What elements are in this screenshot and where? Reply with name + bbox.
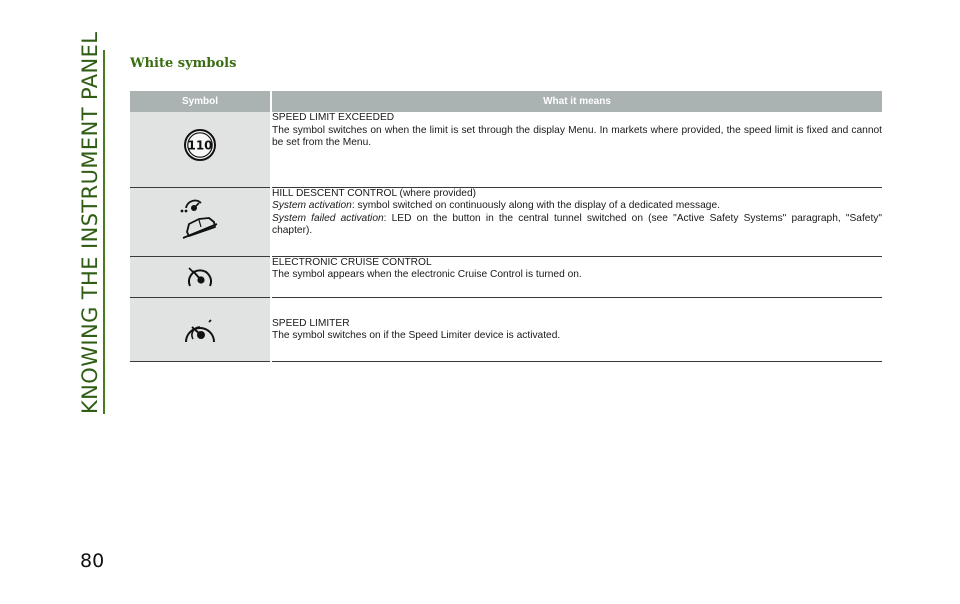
row-title: SPEED LIMIT EXCEEDED: [272, 112, 395, 123]
failed-activation-text: : LED on the button in the central tunnel switched on (see "Active Safety Systems" paragraph, "Safety" chapter).: [272, 212, 882, 236]
symbols-table: [130, 91, 882, 362]
row-title: HILL DESCENT CONTROL (where provided): [272, 187, 476, 199]
chapter-side-rule: [103, 50, 105, 414]
description-cell: [271, 187, 882, 256]
header-meaning: What it means: [271, 91, 882, 112]
description-cell: [271, 256, 882, 297]
symbol-cell: [130, 112, 271, 187]
row-text: The symbol appears when the electronic Cruise Control is turned on.: [272, 269, 582, 280]
table-header-row: [130, 91, 882, 112]
activation-text: : symbol switched on continuously along with the display of a dedicated message.: [351, 200, 720, 211]
table-row: [130, 297, 882, 361]
chapter-side-title: KNOWING THE INSTRUMENT PANEL: [78, 31, 102, 414]
table-row: [130, 256, 882, 297]
speed-limiter-icon: [181, 314, 219, 348]
table-row: [130, 187, 882, 256]
row-title: ELECTRONIC CRUISE CONTROL: [272, 256, 432, 268]
description-cell: [271, 112, 882, 187]
symbol-cell: [130, 297, 271, 361]
section-title: White symbols: [130, 56, 237, 71]
table-row: [130, 112, 882, 187]
symbol-cell: [130, 187, 271, 256]
page-number: 80: [80, 550, 105, 572]
row-text: The symbol switches on if the Speed Limiter device is activated.: [272, 330, 561, 341]
activation-label: System activation: [272, 200, 352, 211]
row-text: The symbol switches on when the limit is set through the display Menu. In markets where provided, the speed limit is fixed and cannot be set from the Menu.: [272, 124, 882, 148]
symbol-cell: [130, 256, 271, 297]
row-title: SPEED LIMITER: [272, 317, 350, 329]
speed-limit-110-icon: [183, 128, 217, 162]
electronic-cruise-control-icon: [184, 264, 216, 292]
description-cell: [271, 297, 882, 361]
hill-descent-control-icon: [177, 198, 223, 244]
header-symbol: Symbol: [130, 91, 271, 112]
failed-activation-label: System failed activation: [272, 212, 384, 224]
speed-limit-value: 110: [187, 138, 213, 153]
